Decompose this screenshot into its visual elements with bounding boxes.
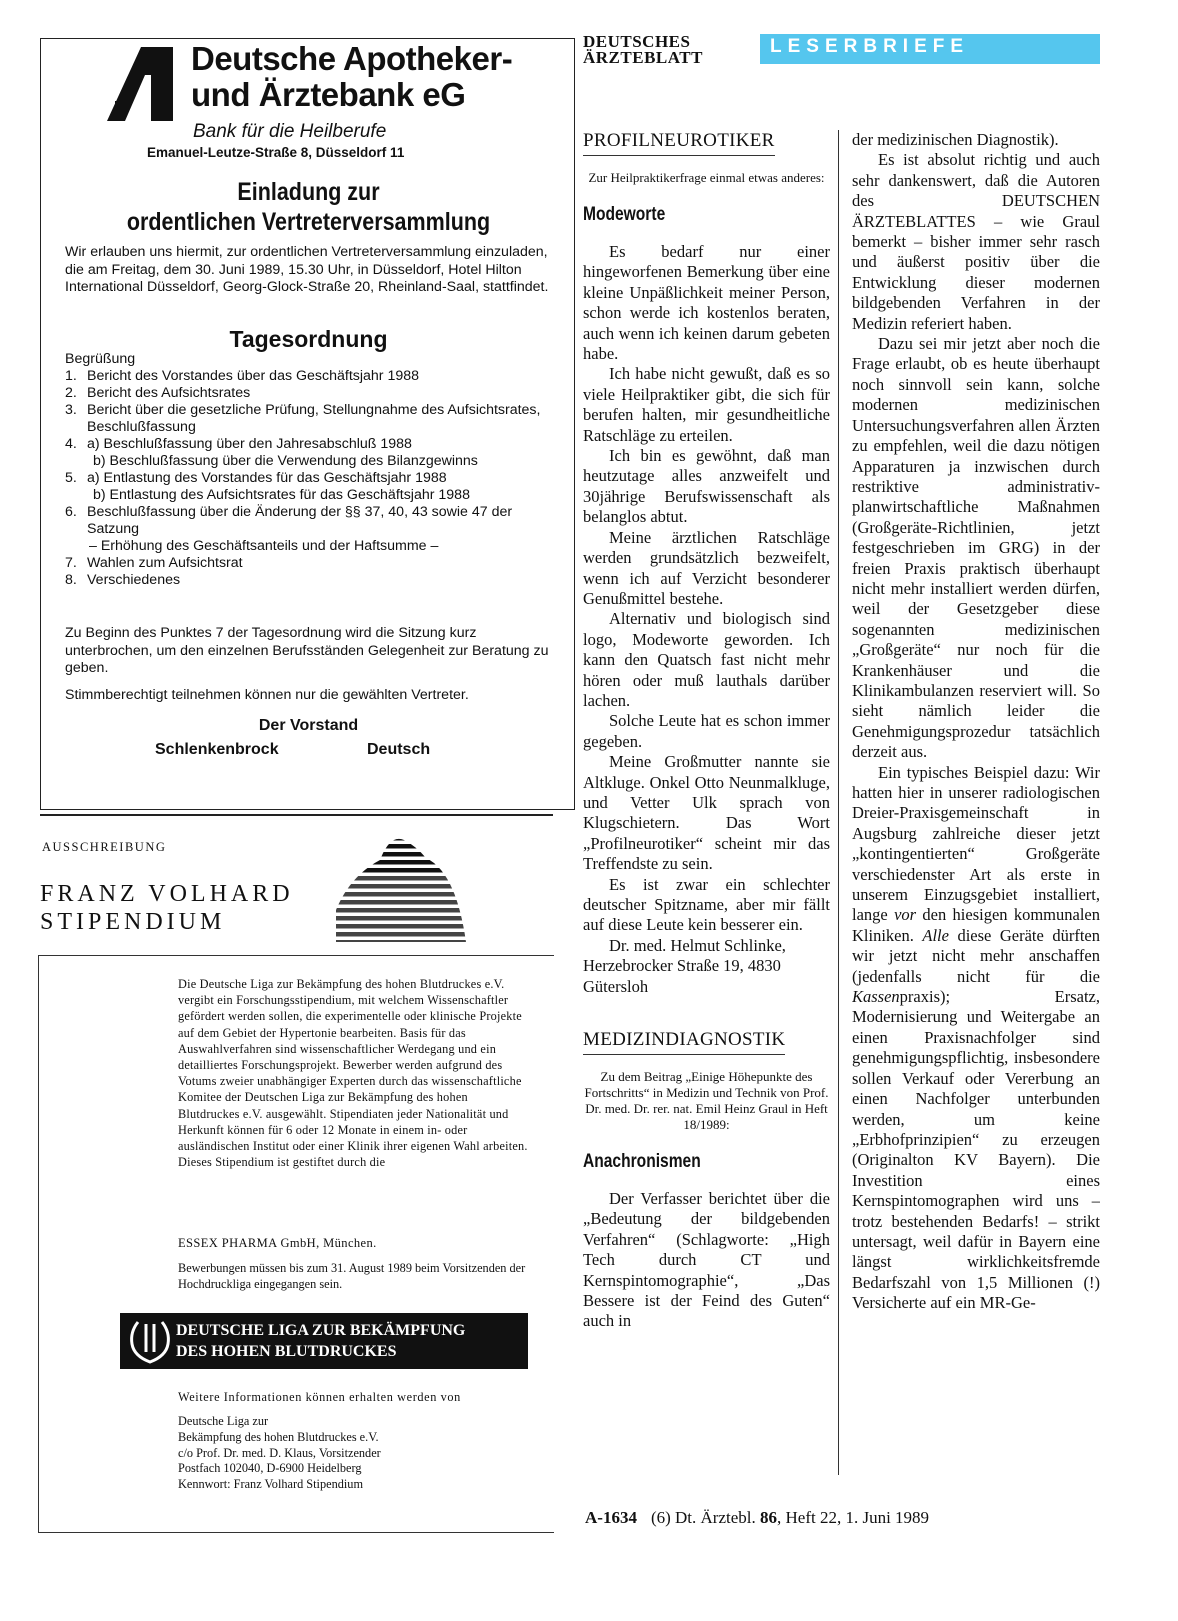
agenda-text: Wahlen zum Aufsichtsrat	[87, 555, 243, 571]
letter-intro: Zur Heilpraktikerfrage einmal etwas anderes:	[588, 170, 825, 185]
letter-paragraph: der medizinischen Diagnostik).	[852, 130, 1059, 149]
letter-heading: MEDIZINDIAGNOSTIK	[583, 1029, 785, 1055]
agenda-item	[65, 351, 557, 368]
agenda-text: Bericht des Vorstandes über das Geschäftsjahr 1988	[87, 368, 420, 384]
letter-paragraph: Meine ärztlichen Ratschläge werden grundsätzlich bezweifelt, wenn ich auf Verzicht besonderer Genußmittel bestehe.	[583, 527, 830, 608]
letter-paragraph: Es ist zwar ein schlechter deutscher Spitzname, aber mir fällt auf diese Leute kein besserer ein.	[583, 874, 830, 935]
agenda-text: b) Beschlußfassung über die Verwendung des Bilanzgewinns	[93, 453, 478, 469]
voting-text: Stimmberechtigt teilnehmen können nur die gewählten Vertreter.	[65, 687, 469, 703]
agenda-number: 2.	[65, 385, 77, 401]
invitation-title: Einladung zur ordentlichen Vertreterversammlung	[126, 178, 491, 236]
agenda-text: – Erhöhung des Geschäftsanteils und der Haftsumme –	[89, 538, 439, 554]
league-logo-icon	[128, 1318, 172, 1364]
agenda-item	[65, 402, 557, 436]
league-banner	[120, 1313, 528, 1369]
letter-paragraph: Ich habe nicht gewußt, daß es so viele Heilpraktiker gibt, die sich für berufen halten, mir gesundheitliche Ratschläge zu erteilen.	[583, 364, 830, 445]
more-info-text: Weitere Informationen können erhalten werden von	[178, 1390, 461, 1404]
magazine-name: DEUTSCHES ÄRZTEBLATT	[583, 32, 703, 67]
agenda-text: b) Entlastung des Aufsichtsrates für das Geschäftsjahr 1988	[93, 487, 470, 503]
letter-title: Modeworte	[583, 204, 666, 225]
page-number: A-1634	[585, 1508, 637, 1527]
agenda-number: 6.	[65, 504, 77, 520]
letters-column-left	[583, 130, 830, 1475]
agenda-list	[65, 351, 557, 589]
agenda-item	[65, 504, 557, 538]
agenda-number: 5.	[65, 470, 77, 486]
citation-issue: , Heft 22, 1. Juni 1989	[777, 1508, 930, 1527]
letter-heading: PROFILNEUROTIKER	[583, 130, 775, 156]
column-divider	[838, 130, 839, 1475]
agenda-number: 1.	[65, 368, 77, 384]
letter-paragraph: Meine Großmutter nannte sie Altkluge. Onkel Otto Neunmalkluge, und Vetter Ulk sprach von Klugschietern. Das Wort „Profilneurotiker“ scheint mir das Treffendste zu sein.	[583, 752, 830, 874]
closing-text: Zu Beginn des Punktes 7 der Tagesordnung wird die Sitzung kurz unterbrochen, um den einzelnen Berufsständen Gelegenheit zur Beratung zu geben.	[65, 625, 549, 676]
board-title: Der Vorstand	[258, 717, 359, 734]
agenda-text: Begrüßung	[65, 351, 136, 367]
agenda-item	[65, 436, 557, 453]
agenda-text: a) Entlastung des Vorstandes für das Geschäftsjahr 1988	[87, 470, 447, 486]
letter-signature: Dr. med. Helmut Schlinke, Herzebrocker Straße 19, 4830 Gütersloh	[583, 935, 786, 996]
contact-address: Deutsche Liga zur Bekämpfung des hohen Blutdruckes e.V. c/o Prof. Dr. med. D. Klaus, Vorsitzender Postfach 102040, D-6900 Heidelberg Kennwort: Franz Volhard Stipendium	[178, 1414, 381, 1492]
letter-intro: Zu dem Beitrag „Einige Höhepunkte des Fortschritts“ in Medizin und Technik von Prof. Dr. med. Dr. rer. nat. Emil Heinz Graul in Heft 18/1989:	[584, 1069, 829, 1133]
agenda-text: Bericht des Aufsichtsrates	[87, 385, 251, 401]
letter-paragraph: Ich bin es gewöhnt, daß man heutzutage alles anzweifelt und 30jährige Berufswissenschaft als belanglos abtut.	[583, 446, 830, 527]
league-banner-text: DEUTSCHE LIGA ZUR BEKÄMPFUNG DES HOHEN BLUTDRUCKES	[176, 1322, 466, 1360]
letter-paragraph: Ein typisches Beispiel dazu: Wir hatten hier in unserer radiologischen Dreier-Praxisgemeinschaft in Augsburg zahlreiche dieser jetzt „kontingentierten“ Großgeräte verschiedenster Art als erste in unserem Einzugsgebiet installiert, lange vor den hiesigen kommunalen Kliniken. Alle diese Geräte dürften wir jetzt nicht mehr anschaffen (jedenfalls nicht für die Kassenpraxis); Ersatz, Modernisierung und Weitergabe an einen Praxisnachfolger sind genehmigungspflichtig, insbesondere sollen Verkauf oder Vererbung an einen Nachfolger unterbunden werden, um keine „Erbhofprinzipien“ zu erzeugen (Originalton KV Bayern). Die Investition eines Kernspintomographen wird uns – trotz bestehenden Bedarfs! – strikt untersagt, weil dafür in Bayern eine längst wirklichkeitsfremde Bedarfszahl von 1,5 Millionen (!) Versicherte auf ein MR-Ge-	[852, 762, 1100, 1313]
volume: 86	[760, 1508, 778, 1527]
board-signature-1: Schlenkenbrock	[155, 741, 279, 758]
agenda-item	[65, 487, 557, 504]
scholarship-deadline: Bewerbungen müssen bis zum 31. August 1989 beim Vorsitzenden der Hochdruckliga eingegangen sein.	[178, 1261, 526, 1292]
scholarship-kicker: AUSSCHREIBUNG	[42, 840, 167, 854]
citation: (6) Dt. Ärztebl.	[650, 1508, 761, 1527]
agenda-item	[65, 385, 557, 402]
board-signature-2: Deutsch	[367, 741, 431, 758]
invitation-text: Wir erlauben uns hiermit, zur ordentlichen Vertreterversammlung einzuladen, die am Freitag, dem 30. Juni 1989, 15.30 Uhr, in Düsseldorf, Hotel Hilton International Düsseldorf, Georg-Glock-Straße 20, Rheinland-Saal, stattfindet.	[65, 244, 549, 295]
agenda-text: Bericht über die gesetzliche Prüfung, Stellungnahme des Aufsichtsrates, Beschlußfassung	[87, 402, 541, 435]
page-footer	[585, 1508, 929, 1528]
striped-mountain-icon	[330, 832, 470, 942]
bank-address: Emanuel-Leutze-Straße 8, Düsseldorf 11	[147, 145, 405, 160]
agenda-item	[65, 453, 557, 470]
agenda-text: a) Beschlußfassung über den Jahresabschluß 1988	[87, 436, 412, 452]
scholarship-body: Die Deutsche Liga zur Bekämpfung des hohen Blutdruckes e.V. vergibt ein Forschungsstipendium, mit welchem Wissenschaftler gefördert werden sollen, die experimentelle oder klinische Projekte auf dem Gebiet der Hypertonie bearbeiten. Basis für das Auswahlverfahren sind wissenschaftlicher Werdegang und ein detailliertes Forschungsprojekt. Bewerber werden aufgrund des Votums zweier unabhängiger Experten durch das wissenschaftliche Komitee der Deutschen Liga zur Bekämpfung des hohen Blutdruckes e.V. ausgewählt. Stipendiaten jeder Nationalität und Herkunft können für 6 oder 12 Monate in einem in- oder ausländischen Institut oder einer Klinik ihrer eigenen Wahl arbeiten. Dieses Stipendium ist gestiftet durch die	[178, 977, 528, 1170]
letter-paragraph: Dazu sei mir jetzt aber noch die Frage erlaubt, ob es heute überhaupt noch sinnvoll sein kann, solche modernen medizinischen Untersuchungsverfahren allen Ärzten zu empfehlen, weil die dazu nötigen Apparaturen ja inzwischen durch restriktive administrativ-planwirtschaftliche Maßnahmen (Großgeräte-Richtlinien, jetzt festgeschrieben im GRG) in der freien Praxis praktisch überhaupt nicht mehr installiert werden dürfen, weil der Gesetzgeber diese sogenannten medizinischen „Großgeräte“ nur noch für die Krankenhäuser und die Klinikambulanzen reserviert will. So sieht nämlich leider die Genehmigungsprozedur tatsächlich derzeit aus.	[852, 334, 1100, 762]
agenda-text: Verschiedenes	[87, 572, 181, 588]
scholarship-title: FRANZ VOLHARD STIPENDIUM	[40, 881, 294, 935]
agenda-item	[65, 368, 557, 385]
bank-logo-icon	[107, 47, 179, 121]
agenda-number: 4.	[65, 436, 77, 452]
letter-paragraph: Es bedarf nur einer hingeworfenen Bemerkung über eine kleine Unpäßlichkeit meiner Person, schon werde ich kostenlos beraten, auch wenn ich keinen darum gebeten habe.	[583, 242, 830, 364]
letter-paragraph: Der Verfasser berichtet über die „Bedeutung der bildgebenden Verfahren“ (Schlagworte: „High Tech durch CT und Kernspintomographie“, „Das Bessere ist der Feind des Guten“ auch in	[583, 1189, 830, 1331]
letter-paragraph: Es ist absolut richtig und auch sehr dankenswert, daß die Autoren des DEUTSCHEN ÄRZTEBLATTES – wie Graul bemerkt – bisher immer sehr rasch und äußerst positiv über die Entwicklung dieser modernen bildgebenden Verfahren in der Medizin referiert haben.	[852, 150, 1100, 333]
agenda-item	[65, 470, 557, 487]
letter-title: Anachronismen	[583, 1151, 701, 1173]
bank-name: Deutsche Apotheker- und Ärztebank eG	[191, 40, 513, 113]
letter-paragraph: Alternativ und biologisch sind logo, Modeworte geworden. Ich kann den Quatsch fast nicht mehr hören oder muß lauthals darüber lachen.	[583, 609, 830, 710]
agenda-item	[65, 555, 557, 572]
agenda-number: 8.	[65, 572, 77, 588]
bank-advertisement	[40, 38, 575, 810]
section-title: LESERBRIEFE	[760, 34, 1100, 64]
letter-paragraph: Solche Leute hat es schon immer gegeben.	[583, 711, 830, 751]
divider	[40, 814, 553, 816]
agenda-text: Beschlußfassung über die Änderung der §§ 37, 40, 43 sowie 47 der Satzung	[87, 504, 513, 537]
agenda-item	[65, 538, 557, 555]
bank-tagline: Bank für die Heilberufe	[193, 121, 387, 142]
agenda-title: Tagesordnung	[229, 326, 388, 352]
agenda-item	[65, 572, 557, 589]
agenda-number: 7.	[65, 555, 77, 571]
agenda-number: 3.	[65, 402, 77, 418]
scholarship-sponsor: ESSEX PHARMA GmbH, München.	[178, 1236, 377, 1250]
letters-column-right	[852, 130, 1100, 1475]
